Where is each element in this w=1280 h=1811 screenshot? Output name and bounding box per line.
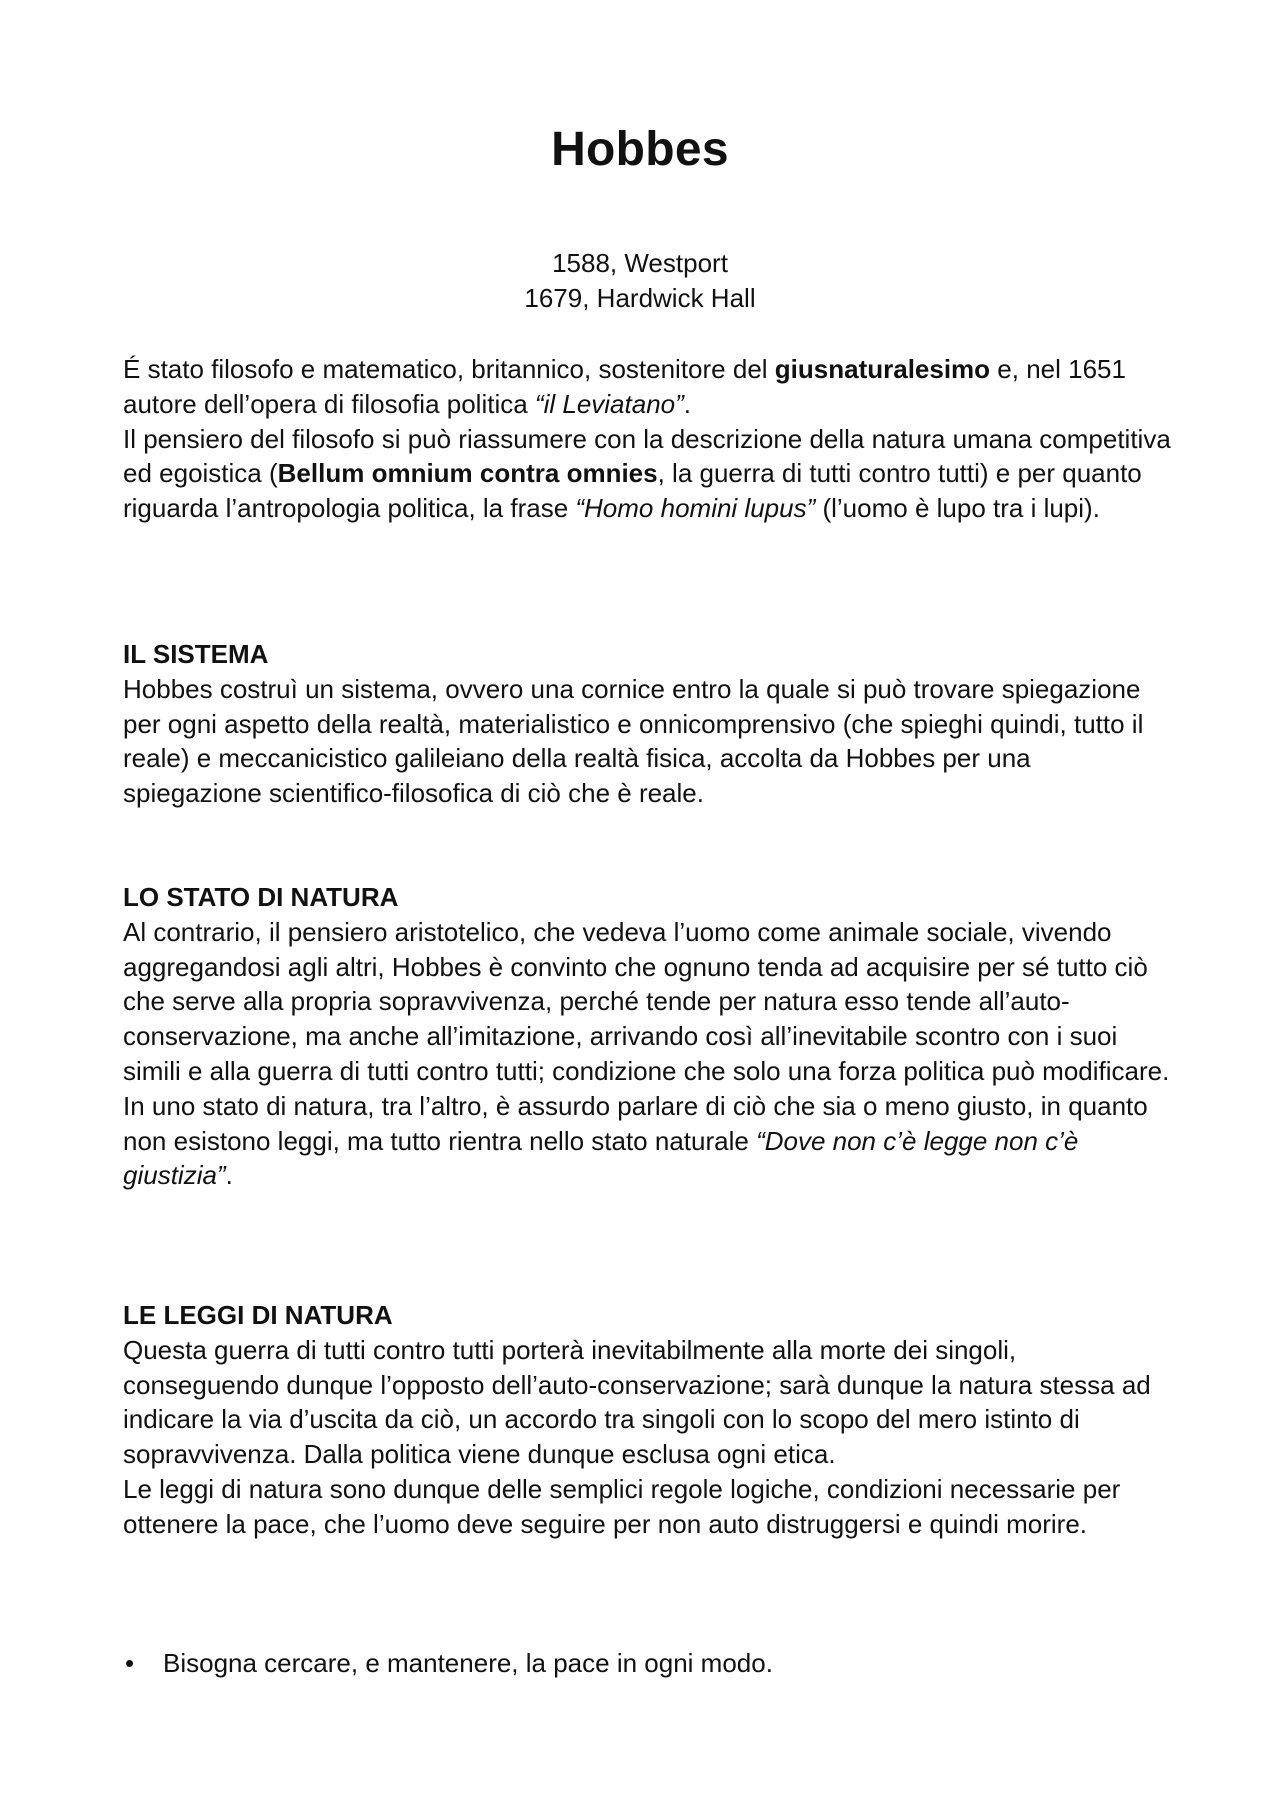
intro-p1-bold: giusnaturalesimo bbox=[774, 354, 991, 384]
stato-natura-p2-text-a: In uno stato di natura, tra l’altro, è assurdo parlare di ciò che sia o meno giusto, in quanto non esistono leggi, ma tutto rientra nello stato naturale bbox=[123, 1090, 1148, 1156]
section-text-leggi-natura-1: Questa guerra di tutti contro tutti porterà inevitabilmente alla morte dei singoli, conseguendo dunque l’opposto dell’auto-conservazione; sarà dunque la natura stessa ad indicare la via d’uscita da ciò, un accordo tra singoli con lo scopo del mero istinto di sopravvivenza. Dalla politica viene dunque esclusa ogni etica. bbox=[123, 1334, 1151, 1470]
page-title: Hobbes bbox=[551, 123, 729, 176]
stato-natura-p2-text-b: . bbox=[225, 1160, 233, 1191]
section-text-sistema: Hobbes costruì un sistema, ovvero una cornice entro la quale si può trovare spiegazione per ogni aspetto della realtà, materialistico e onnicomprensivo (che spieghi quindi, tutto il reale) e meccanicistico galileiano della realtà fisica, accolta da Hobbes per una spiegazione scientifico-filosofica di ciò che è reale. bbox=[123, 673, 1144, 809]
intro-p1-text-a: É stato filosofo e matematico, britannico, sostenitore del bbox=[123, 354, 775, 384]
intro-paragraph-1 bbox=[123, 352, 1173, 422]
intro-paragraph-2 bbox=[123, 422, 1173, 526]
section-text-leggi-natura-2: Le leggi di natura sono dunque delle semplici regole logiche, condizioni necessarie per ottenere la pace, che l’uomo deve seguire per non auto distruggersi e quindi morire. bbox=[123, 1473, 1121, 1539]
section-text-stato-natura-2 bbox=[123, 1089, 1173, 1193]
intro-p1-text-b: e, nel 1651 autore dell’opera di filosofia politica bbox=[123, 354, 1126, 419]
section-stato-natura bbox=[123, 880, 1173, 1193]
section-text-stato-natura-1: Al contrario, il pensiero aristotelico, che vedeva l’uomo come animale sociale, vivendo aggregandosi agli altri, Hobbes è convinto che ognuno tenda ad acquisire per sé tutto ciò che serve alla propria sopravvivenza, perché tende per natura esso tende all’auto-conservazione, ma anche all’imitazione, arrivando così all’inevitabile scontro con i suoi simili e alla guerra di tutti contro tutti; condizione che solo una forza politica può modificare. bbox=[123, 916, 1170, 1086]
lifespan-info bbox=[0, 246, 1280, 316]
bullet-text: Bisogna cercare, e mantenere, la pace in ogni modo. bbox=[163, 1648, 773, 1678]
death-info: 1679, Hardwick Hall bbox=[524, 283, 756, 313]
section-leggi-natura bbox=[123, 1298, 1173, 1542]
intro-p2-text-a: Il pensiero del filosofo si può riassumere con la descrizione della natura umana competitiva ed egoistica ( bbox=[123, 423, 1171, 489]
bullet-marker: • bbox=[125, 1648, 135, 1678]
intro-p1-italic: “il Leviatano” bbox=[534, 388, 684, 419]
bullet-list bbox=[123, 1646, 1173, 1681]
section-heading-sistema: IL SISTEMA bbox=[123, 639, 269, 669]
intro-section bbox=[123, 352, 1173, 526]
birth-info: 1588, Westport bbox=[552, 248, 728, 278]
intro-p1-text-c: . bbox=[683, 388, 692, 419]
list-item bbox=[123, 1646, 1173, 1681]
intro-p2-text-b: , la guerra di tutti contro tutti) e per quanto riguarda l’antropologia politica, la frase bbox=[123, 458, 1142, 524]
intro-p2-italic: “Homo homini lupus” bbox=[575, 493, 816, 524]
section-heading-leggi-natura: LE LEGGI DI NATURA bbox=[123, 1300, 393, 1330]
intro-p2-bold: Bellum omnium contra omnies bbox=[277, 458, 658, 489]
section-heading-stato-natura: LO STATO DI NATURA bbox=[123, 882, 399, 912]
section-sistema bbox=[123, 637, 1173, 811]
stato-natura-p2-italic: “Dove non c’è legge non c’è giustizia” bbox=[123, 1125, 1079, 1191]
intro-p2-text-c: (l’uomo è lupo tra i lupi). bbox=[815, 493, 1100, 524]
